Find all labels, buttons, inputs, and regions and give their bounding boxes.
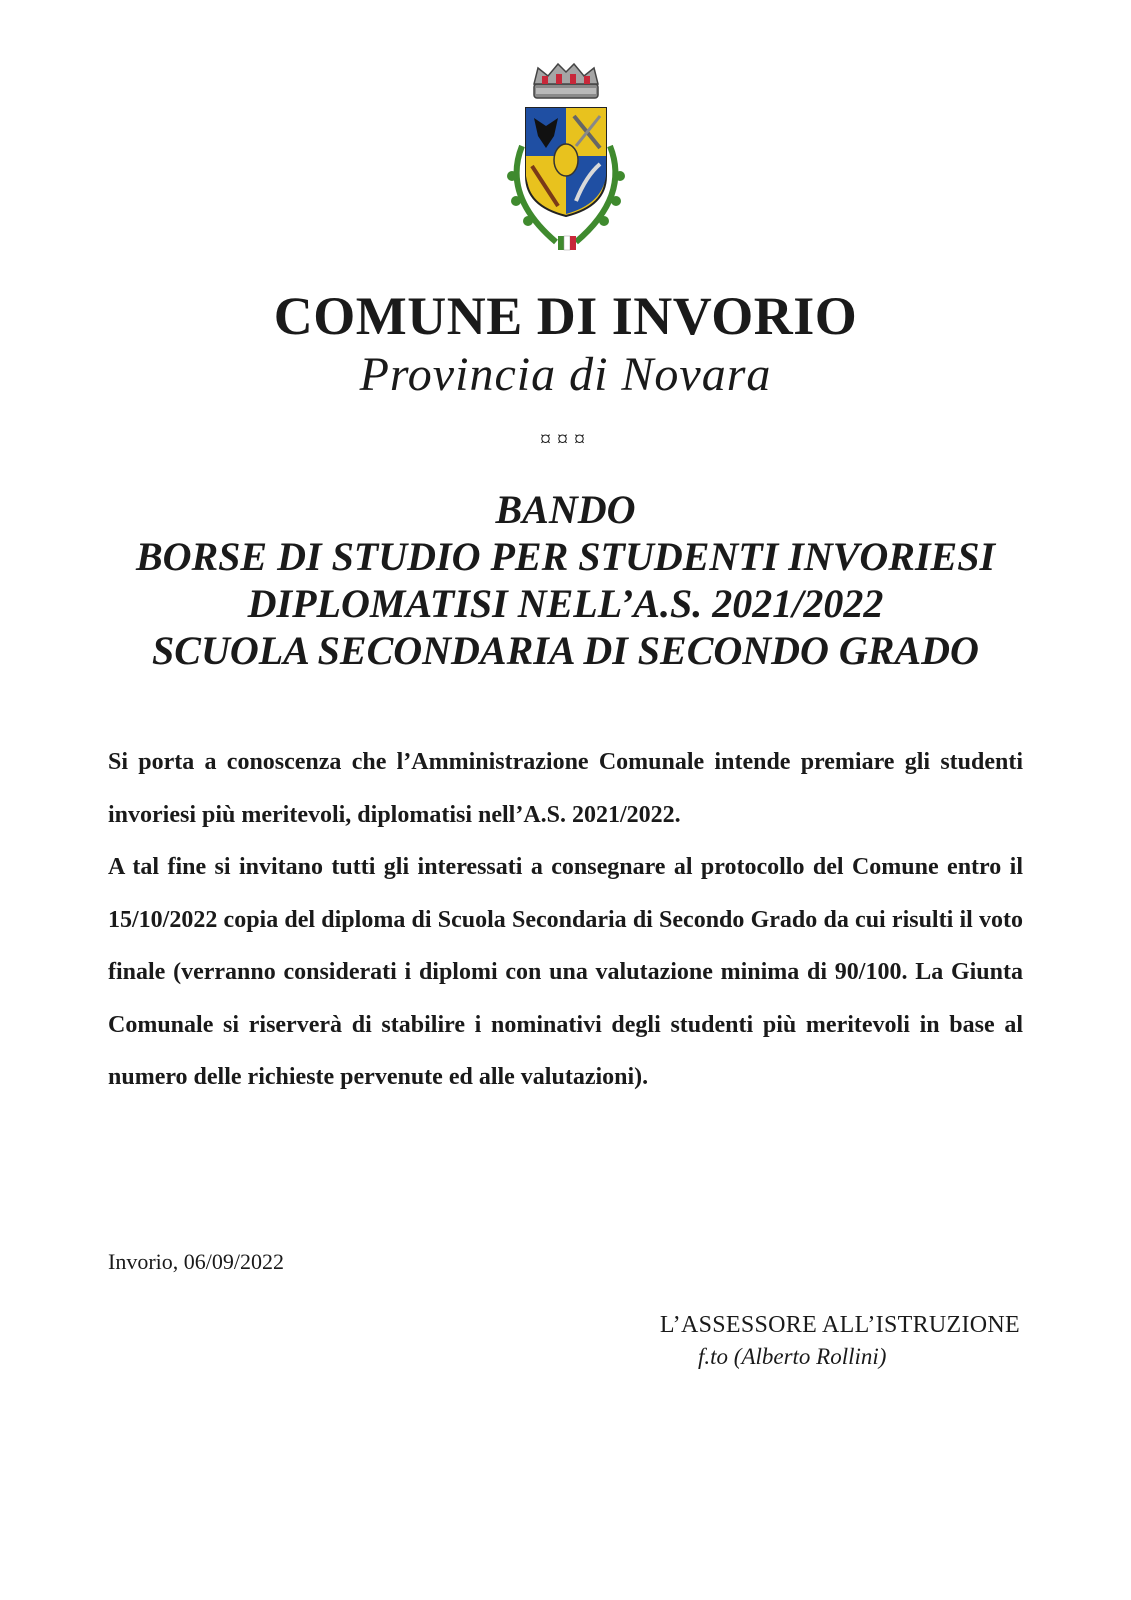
crown-icon [534, 64, 598, 98]
municipality-name: COMUNE DI INVORIO [273, 286, 858, 346]
notice-body [108, 736, 1023, 1104]
notice-title-line: BANDO [495, 487, 636, 532]
province-name: Provincia di Novara [359, 348, 772, 401]
signatory-name: f.to (Alberto Rollini) [698, 1344, 887, 1369]
shield-icon [526, 108, 606, 216]
body-paragraph: A tal fine si invitano tutti gli interessati a consegnare al protocollo del Comune entro il 15/10/2022 copia del diploma di Scuola Secondaria di Secondo Grado da cui risulti il voto finale (verranno considerati i diplomi con una valutazione minima di 90/100. La Giunta Comunale si riserverà di stabilire i nominativi degli studenti più meritevoli in base al numero delle richieste pervenute ed alle valutazioni). [108, 854, 1023, 1090]
notice-title-line: DIPLOMATISI NELL’A.S. 2021/2022 [247, 581, 884, 626]
notice-title [0, 486, 1131, 674]
body-paragraph: Si porta a conoscenza che l’Amministrazione Comunale intende premiare gli studenti invoriesi più meritevoli, diplomatisi nell’A.S. 2021/2022. [108, 749, 1023, 828]
place-and-date: Invorio, 06/09/2022 [108, 1249, 284, 1274]
signatory-role: L’ASSESSORE ALL’ISTRUZIONE [659, 1312, 1020, 1338]
coat-of-arms-icon [496, 56, 636, 262]
ornament-divider: ¤¤¤ [540, 426, 591, 451]
notice-title-line: BORSE DI STUDIO PER STUDENTI INVORIESI [135, 534, 996, 579]
notice-title-line: SCUOLA SECONDARIA DI SECONDO GRADO [152, 628, 979, 673]
